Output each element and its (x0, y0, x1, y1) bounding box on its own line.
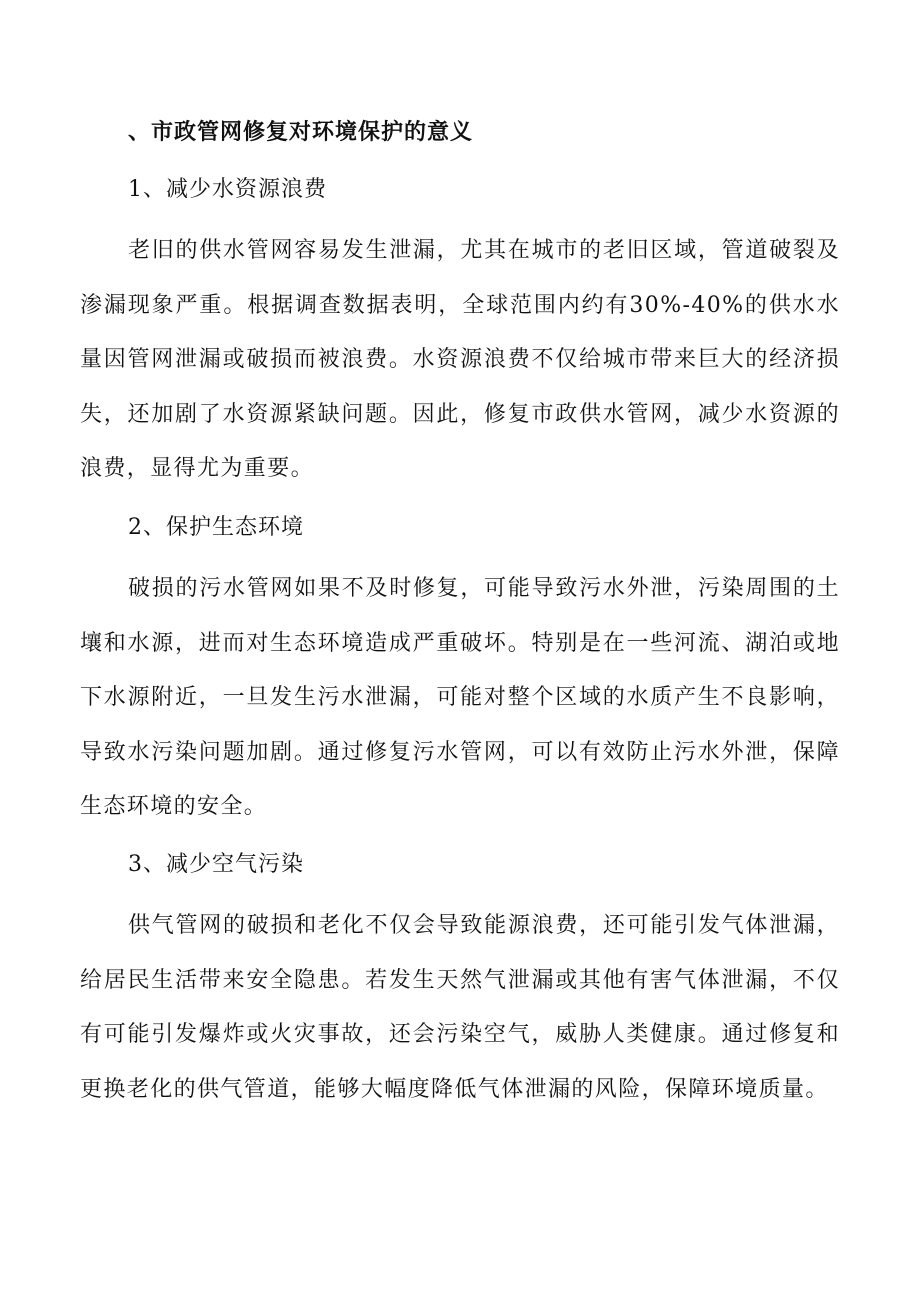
section-paragraph-2: 破损的污水管网如果不及时修复，可能导致污水外泄，污染周围的土壤和水源，进而对生态环境造成严重破坏。特别是在一些河流、湖泊或地下水源附近，一旦发生污水泄漏，可能对整个区域的水质产生不良影响，导致水污染问题加剧。通过修复污水管网，可以有效防止污水外泄，保障生态环境的安全。 (80, 576, 840, 819)
document-title: 、市政管网修复对环境保护的意义 (128, 119, 474, 145)
section-heading-3: 3、减少空气污染 (128, 852, 304, 877)
section-heading-1: 1、减少水资源浪费 (128, 177, 327, 202)
section-paragraph-1: 老旧的供水管网容易发生泄漏，尤其在城市的老旧区域，管道破裂及渗漏现象严重。根据调查数据表明，全球范围内约有30%-40%的供水水量因管网泄漏或破损而被浪费。水资源浪费不仅给城市带来巨大的经济损失，还加剧了水资源紧缺问题。因此，修复市政供水管网，减少水资源的浪费，显得尤为重要。 (80, 238, 840, 481)
section-paragraph-3: 供气管网的破损和老化不仅会导致能源浪费，还可能引发气体泄漏，给居民生活带来安全隐患。若发生天然气泄漏或其他有害气体泄漏，不仅有可能引发爆炸或火灾事故，还会污染空气，威胁人类健康。通过修复和更换老化的供气管道，能够大幅度降低气体泄漏的风险，保障环境质量。 (80, 913, 840, 1102)
section-heading-2: 2、保护生态环境 (128, 515, 304, 540)
